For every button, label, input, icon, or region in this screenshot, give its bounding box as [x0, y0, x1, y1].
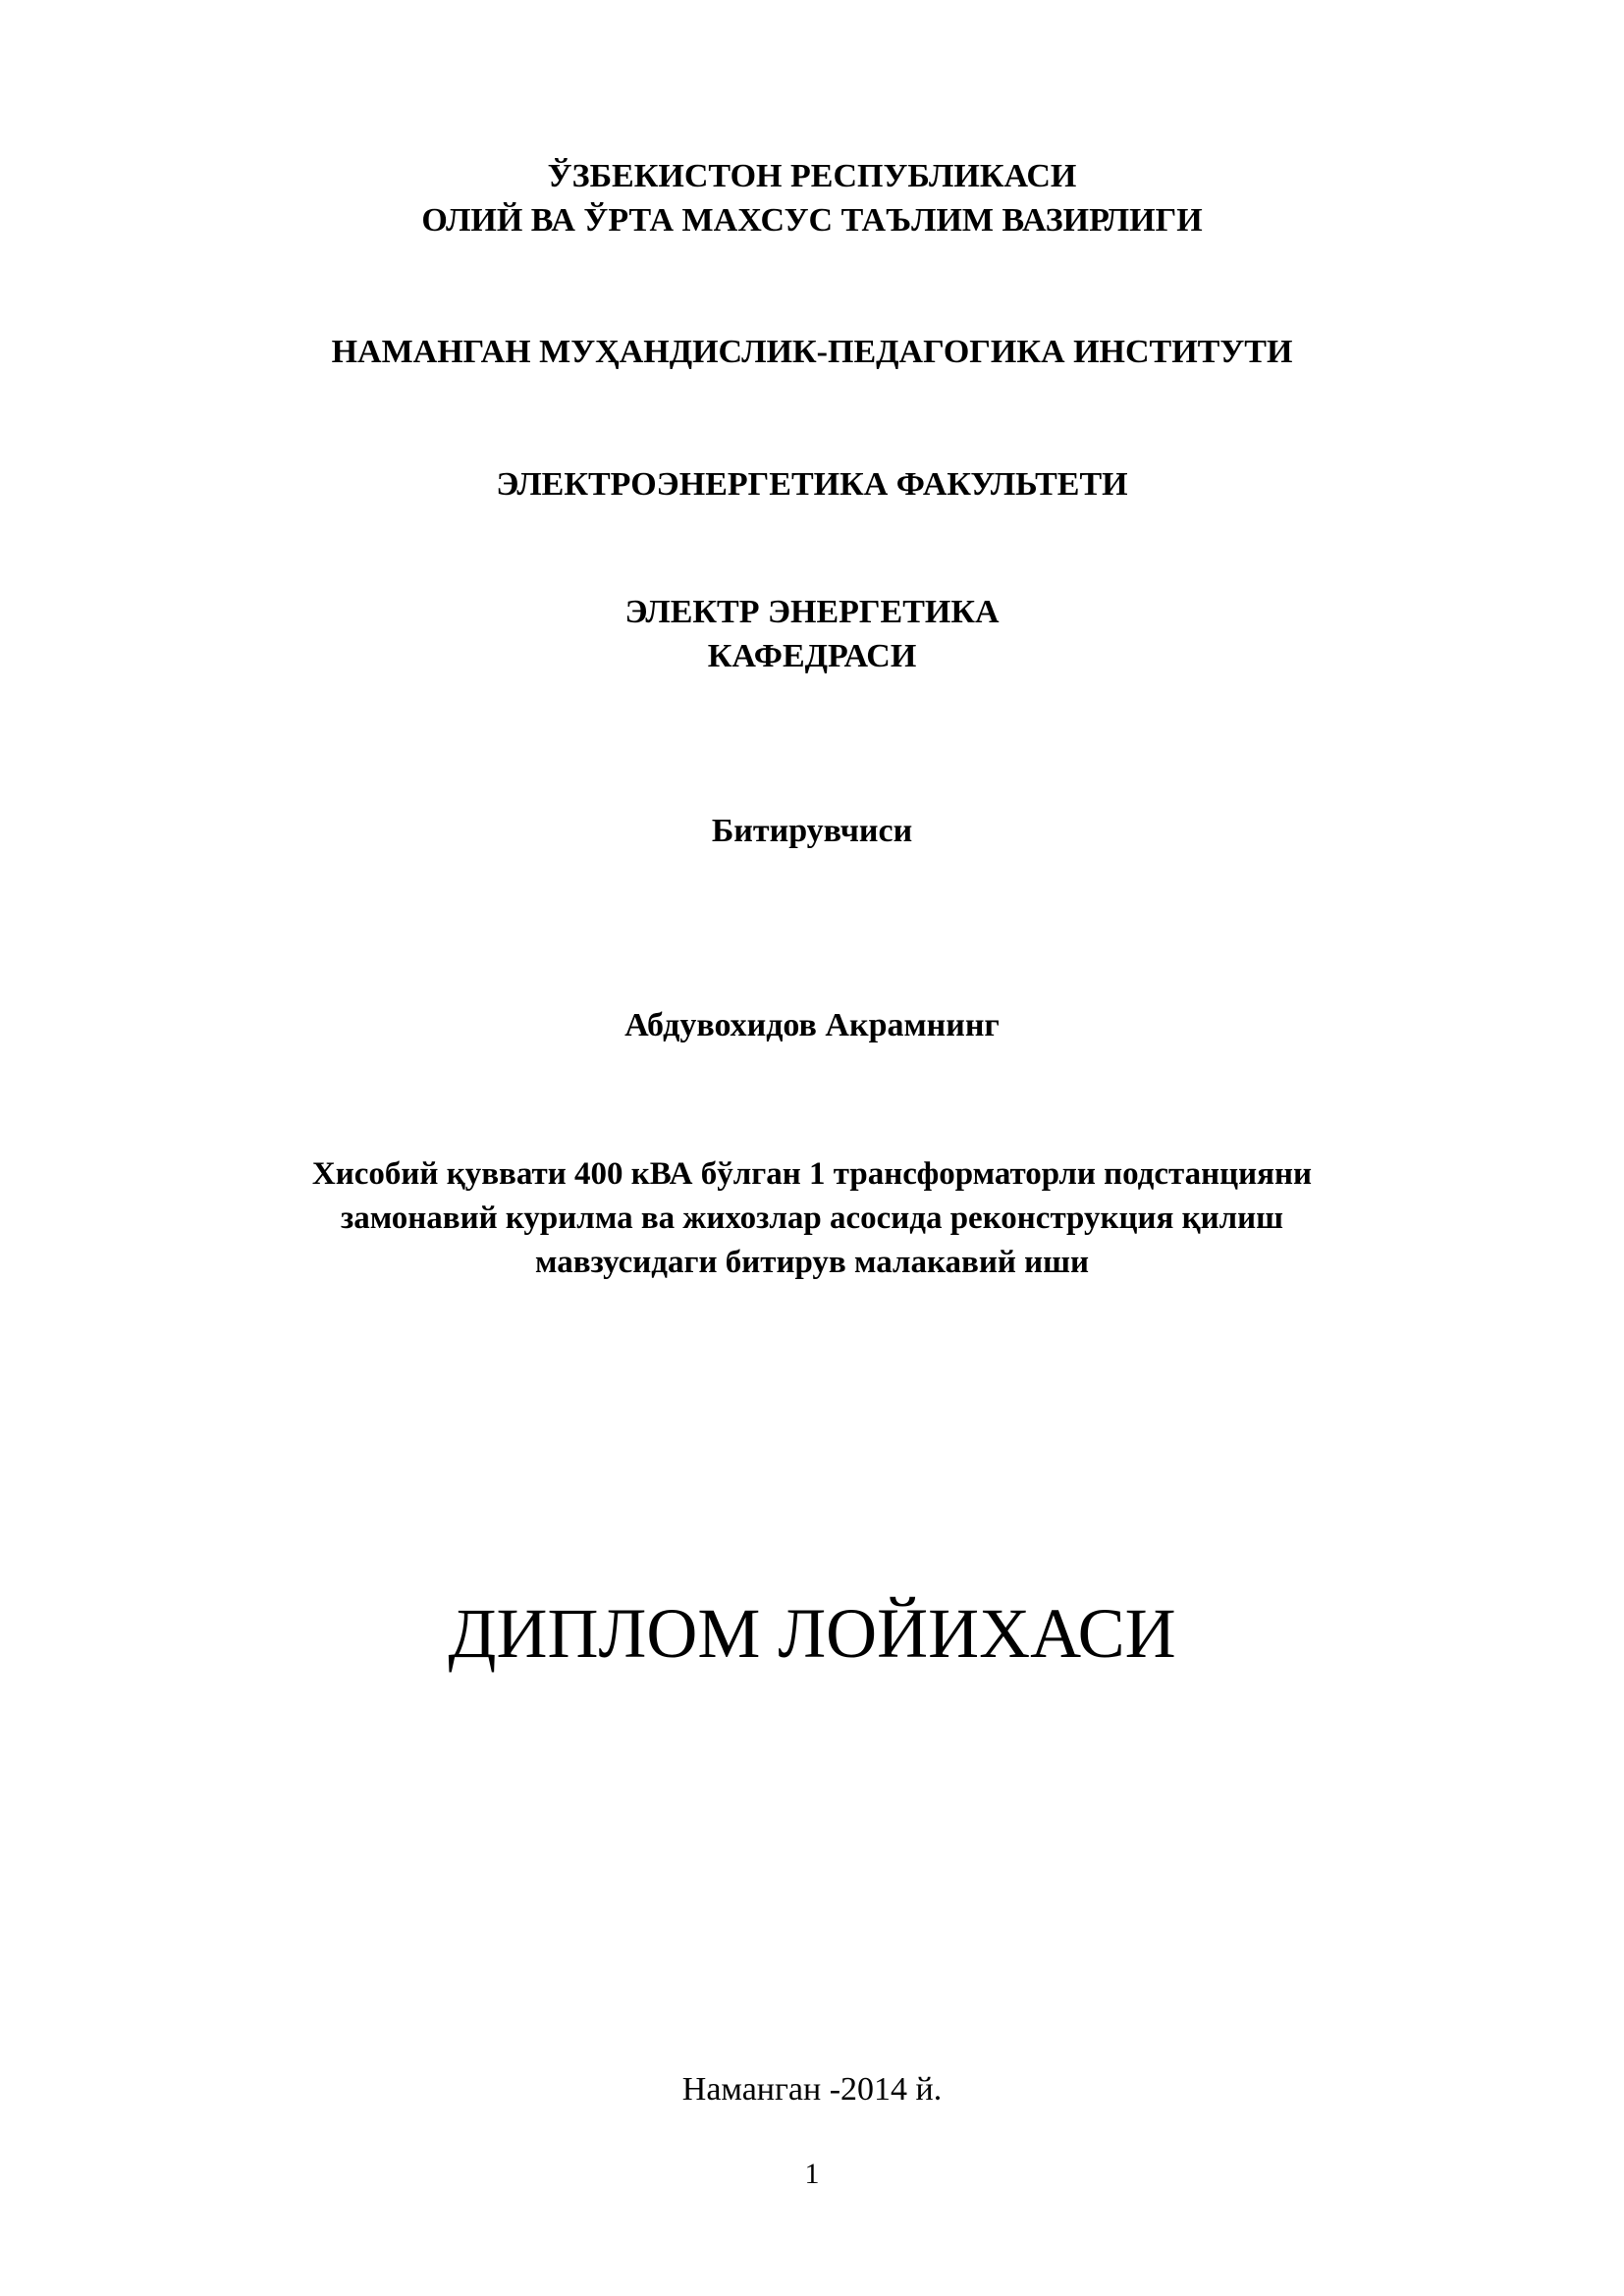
ministry-heading: ОЛИЙ ВА ЎРТА МАХСУС ТАЪЛИМ ВАЗИРЛИГИ	[421, 202, 1203, 239]
republic-heading: ЎЗБЕКИСТОН РЕСПУБЛИКАСИ	[547, 158, 1077, 194]
topic-line3: мавзусидаги битирув малакавий иши	[534, 1245, 1089, 1280]
page-number: 1	[804, 2158, 820, 2190]
place-and-year: Наманган -2014 й.	[681, 2071, 943, 2108]
department-heading-line1: ЭЛЕКТР ЭНЕРГЕТИКА	[624, 594, 1000, 630]
topic-line1: Хисобий қуввати 400 кВА бўлган 1 трансформаторли подстанцияни	[311, 1156, 1313, 1192]
faculty-heading: ЭЛЕКТРОЭНЕРГЕТИКА ФАКУЛЬТЕТИ	[496, 466, 1128, 503]
department-heading-line2: КАФЕДРАСИ	[707, 638, 917, 674]
document-type-title: ДИПЛОМ ЛОЙИХАСИ	[448, 1594, 1176, 1673]
graduate-label: Битирувчиси	[711, 813, 913, 849]
topic-line2: замонавий курилма ва жихозлар асосида реконструкция қилиш	[340, 1201, 1284, 1236]
graduate-name: Абдувохидов Акрамнинг	[624, 1007, 1000, 1043]
institute-heading: НАМАНГАН МУҲАНДИСЛИК-ПЕДАГОГИКА ИНСТИТУТИ	[331, 334, 1293, 370]
